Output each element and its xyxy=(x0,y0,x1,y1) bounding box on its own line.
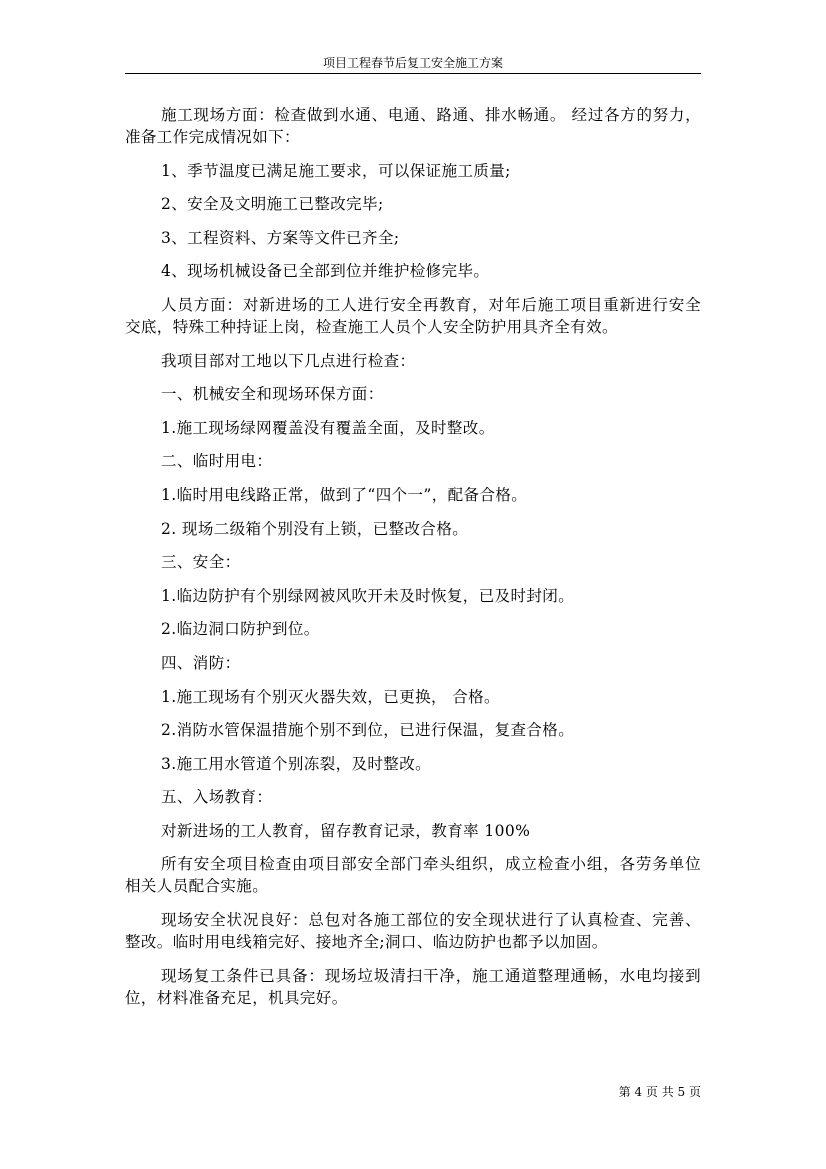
paragraph: 人员方面：对新进场的工人进行安全再教育，对年后施工项目重新进行安全交底，特殊工种持证上岗，检查施工人员个人安全防护用具齐全有效。 xyxy=(125,295,701,336)
paragraph: 对新进场的工人教育，留存教育记录，教育率 100% xyxy=(161,821,531,840)
list-item: 1.施工现场有个别灭火器失效，已更换， 合格。 xyxy=(161,687,500,706)
paragraph: 现场安全状况良好：总包对各施工部位的安全现状进行了认真检查、完善、整改。临时用电线箱完好、接地齐全;洞口、临边防护也都予以加固。 xyxy=(125,911,701,952)
paragraph: 现场复工条件已具备：现场垃圾清扫干净，施工通道整理通畅，水电均接到位，材料准备充足，机具完好。 xyxy=(125,966,701,1007)
page-footer xyxy=(619,1083,701,1101)
paragraph: 我项目部对工地以下几点进行检查： xyxy=(161,351,416,370)
document-body xyxy=(125,104,701,1020)
list-item: 1、季节温度已满足施工要求，可以保证施工质量; xyxy=(161,161,511,180)
section-heading: 二、临时用电： xyxy=(161,452,273,471)
list-item: 2、安全及文明施工已整改完毕; xyxy=(161,195,384,214)
header-title: 项目工程春节后复工安全施工方案 xyxy=(322,56,503,70)
list-item: 2.临边洞口防护到位。 xyxy=(161,620,320,639)
list-item: 1.施工现场绿网覆盖没有覆盖全面，及时整改。 xyxy=(161,418,495,437)
list-item: 3、工程资料、方案等文件已齐全; xyxy=(161,228,400,247)
paragraph: 所有安全项目检查由项目部安全部门牵头组织，成立检查小组，各劳务单位相关人员配合实施。 xyxy=(125,855,701,896)
section-heading: 四、消防： xyxy=(161,653,241,672)
page-number: 第 4 页 共 5 页 xyxy=(618,1085,701,1099)
section-heading: 一、机械安全和现场环保方面： xyxy=(161,385,384,404)
section-heading: 五、入场教育： xyxy=(161,788,273,807)
page-header xyxy=(125,54,701,72)
list-item: 2. 现场二级箱个别没有上锁，已整改合格。 xyxy=(161,519,469,538)
list-item: 1.临边防护有个别绿网被风吹开未及时恢复，已及时封闭。 xyxy=(161,586,575,605)
section-heading: 三、安全： xyxy=(161,553,241,572)
list-item: 1.临时用电线路正常，做到了“四个一”，配备合格。 xyxy=(161,485,528,504)
list-item: 4、现场机械设备已全部到位并维护检修完毕。 xyxy=(161,262,490,281)
list-item: 3.施工用水管道个别冻裂，及时整改。 xyxy=(161,754,431,773)
list-item: 2.消防水管保温措施个别不到位，已进行保温，复查合格。 xyxy=(161,721,575,740)
header-divider xyxy=(125,73,701,74)
paragraph: 施工现场方面：检查做到水通、电通、路通、排水畅通。 经过各方的努力，准备工作完成情况如下： xyxy=(125,106,701,146)
